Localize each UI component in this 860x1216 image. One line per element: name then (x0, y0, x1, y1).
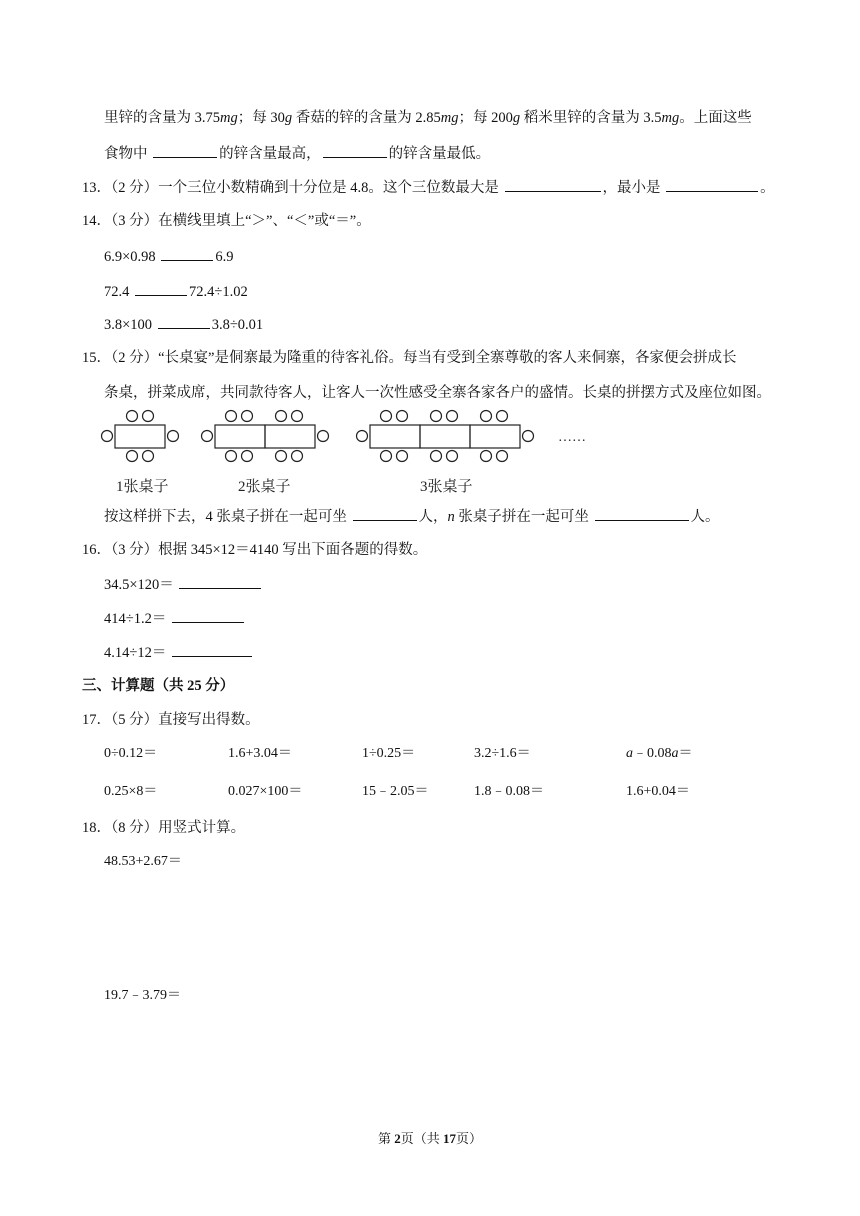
vertical-calc-item: 48.53+2.67＝ (104, 854, 182, 869)
answer-blank-q13-max[interactable] (505, 177, 601, 192)
answer-blank-q16-2[interactable] (172, 608, 244, 623)
q14-row-2: 72.4 72.4÷1.02 (104, 281, 248, 302)
answer-blank-q15-four[interactable] (353, 506, 417, 521)
question-18-stem: 18．（8 分）用竖式计算。 (82, 820, 246, 836)
two-tables-diagram (202, 411, 329, 462)
calc-item: 1÷0.25＝ (362, 746, 416, 761)
section-3-heading: 三、计算题（共 25 分） (82, 678, 235, 694)
calc-item: 0÷0.12＝ (104, 746, 158, 761)
question-15-line-1: 15．（2 分）“长桌宴”是侗寨最为隆重的待客礼俗。每当有受到全寨尊敬的客人来侗寨，各家便会拼成长 (82, 350, 737, 366)
vertical-calc-item: 19.7﹣3.79＝ (104, 988, 181, 1003)
answer-blank-q16-1[interactable] (179, 574, 261, 589)
q16-row-2: 414÷1.2＝ (104, 608, 246, 629)
answer-blank-q13-min[interactable] (666, 177, 758, 192)
page-total: 17 (443, 1131, 456, 1146)
three-tables-diagram (357, 411, 534, 462)
calc-item: 1.6+3.04＝ (228, 746, 292, 761)
label-three-tables: 3张桌子 (420, 479, 473, 495)
answer-blank-highest[interactable] (153, 143, 217, 158)
calc-item: 1.8﹣0.08＝ (474, 784, 544, 799)
question-13: 13．（2 分）一个三位小数精确到十分位是 4.8。这个三位数最大是 ，最小是 。 (82, 177, 775, 198)
answer-blank-q14-1[interactable] (161, 246, 213, 261)
question-15-answer-line: 按这样拼下去，4 张桌子拼在一起可坐 人，n 张桌子拼在一起可坐 人。 (104, 506, 720, 527)
answer-blank-lowest[interactable] (323, 143, 387, 158)
q16-row-3: 4.14÷12＝ (104, 642, 254, 663)
q16-row-1: 34.5×120＝ (104, 574, 263, 595)
question-16-stem: 16．（3 分）根据 345×12＝4140 写出下面各题的得数。 (82, 542, 428, 558)
question-15-line-2: 条桌，拼菜成席，共同款待客人，让客人一次性感受全寨各家各户的盛情。长桌的拼摆方式及座位如图。 (104, 385, 771, 401)
page-number: 2 (394, 1131, 401, 1146)
label-two-tables: 2张桌子 (238, 479, 291, 495)
question-17-stem: 17．（5 分）直接写出得数。 (82, 712, 260, 728)
label-one-table: 1张桌子 (116, 479, 169, 495)
ellipsis: …… (558, 430, 586, 445)
intro-line-1: 里锌的含量为 3.75mg；每 30g 香菇的锌的含量为 2.85mg；每 200g 稻米里锌的含量为 3.5mg。上面这些 (104, 110, 752, 126)
calc-item: 0.25×8＝ (104, 784, 158, 799)
q14-row-1: 6.9×0.98 6.9 (104, 246, 233, 267)
q14-row-3: 3.8×100 3.8÷0.01 (104, 314, 263, 335)
long-table-figure (0, 405, 860, 495)
question-14-stem: 14．（3 分）在横线里填上“＞”、“＜”或“＝”。 (82, 213, 371, 229)
calc-item: 3.2÷1.6＝ (474, 746, 531, 761)
answer-blank-q14-3[interactable] (158, 314, 210, 329)
calc-item: 0.027×100＝ (228, 784, 303, 799)
calc-item: 1.6+0.04＝ (626, 784, 690, 799)
answer-blank-q14-2[interactable] (135, 281, 187, 296)
one-table-diagram (102, 411, 179, 462)
answer-blank-q15-n[interactable] (595, 506, 689, 521)
page-footer: 第 2页（共 17页） (377, 1131, 483, 1146)
answer-blank-q16-3[interactable] (172, 642, 252, 657)
calc-item: 15﹣2.05＝ (362, 784, 429, 799)
calc-item: a﹣0.08a＝ (626, 746, 693, 761)
intro-line-2: 食物中 的锌含量最高， 的锌含量最低。 (104, 143, 490, 164)
